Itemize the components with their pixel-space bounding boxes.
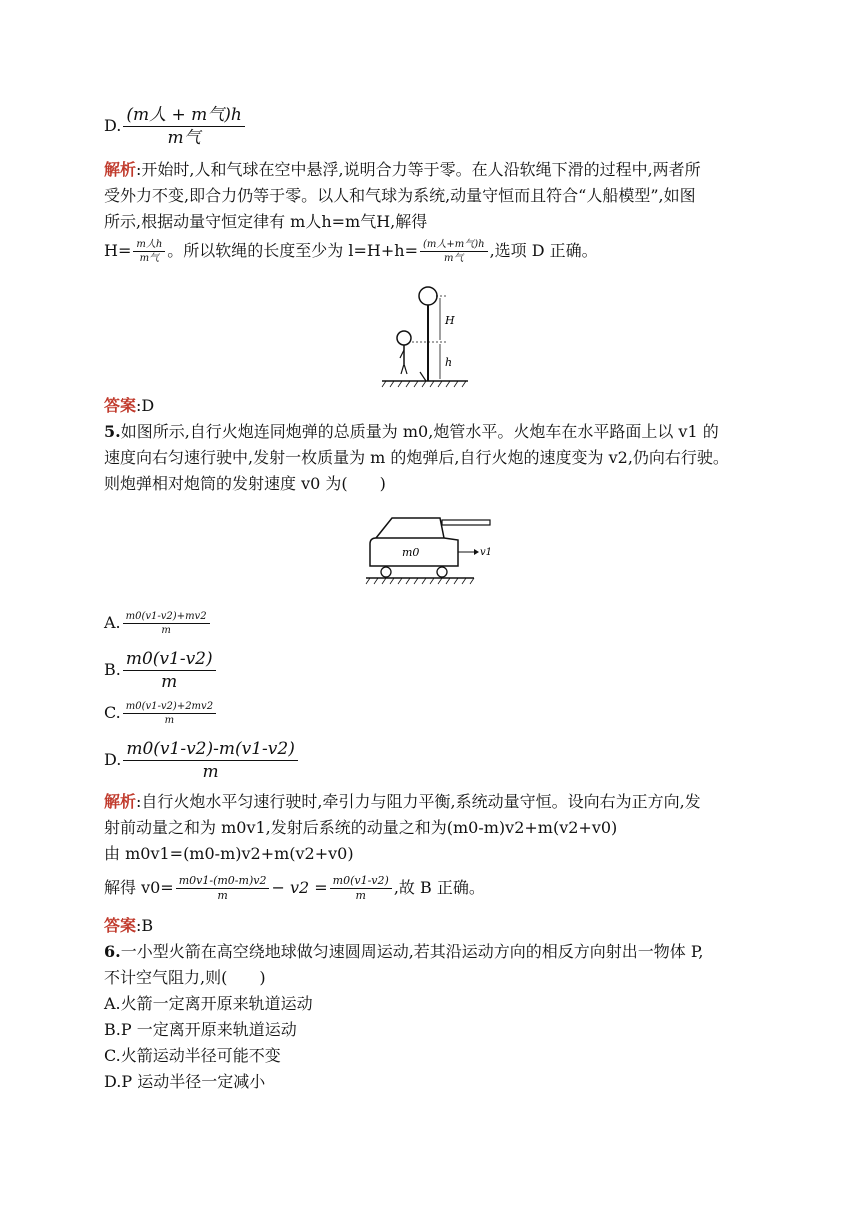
fraction-numerator: m0(v1-v2)-m(v1-v2) bbox=[123, 738, 298, 761]
option-label: C. bbox=[104, 703, 121, 722]
option-label: A. bbox=[104, 613, 121, 632]
balloon-person-figure bbox=[376, 286, 476, 392]
wheel bbox=[381, 567, 391, 577]
q5-stem-line-2: 速度向右匀速行驶中,发射一枚质量为 m 的炮弹后,自行火炮的速度变为 v2,仍向右行驶。 bbox=[104, 448, 729, 467]
q5-analysis-line-3: 由 m0v1=(m0-m)v2+m(v2+v0) bbox=[104, 844, 354, 863]
q5-option-d bbox=[104, 738, 300, 783]
fraction-denominator: m气 bbox=[139, 253, 160, 264]
q6-option-d: D.P 运动半径一定减小 bbox=[104, 1072, 266, 1091]
q5-answer bbox=[104, 914, 153, 938]
analysis-label: 解析 bbox=[104, 160, 137, 179]
fraction bbox=[420, 238, 488, 265]
option-label: D. bbox=[104, 750, 122, 769]
answer-label: 答案 bbox=[104, 916, 137, 935]
q5-option-a bbox=[104, 610, 212, 637]
question-number: 5. bbox=[104, 422, 121, 441]
arrow-head-icon bbox=[474, 549, 479, 555]
fraction-numerator: m0(v1-v2) bbox=[123, 648, 216, 671]
q5-analysis-line-2: 射前动量之和为 m0v1,发射后系统的动量之和为(m0-m)v2+m(v2+v0) bbox=[104, 818, 618, 837]
fraction bbox=[123, 648, 216, 693]
q5-option-c bbox=[104, 700, 218, 727]
option-label: B. bbox=[104, 660, 121, 679]
fraction-numerator: m0(v1-v2)+2mv2 bbox=[123, 700, 216, 714]
text-segment: ,故 B 正确。 bbox=[393, 878, 485, 897]
fraction-denominator: m bbox=[161, 625, 171, 636]
wheel bbox=[437, 567, 447, 577]
q6-stem-line-1 bbox=[104, 940, 704, 964]
q6-option-b: B.P 一定离开原来轨道运动 bbox=[104, 1020, 297, 1039]
q5-stem-line-1 bbox=[104, 420, 719, 444]
q6-option-a: A.火箭一定离开原来轨道运动 bbox=[104, 994, 313, 1013]
q4-analysis-line-1 bbox=[104, 158, 701, 182]
fraction-numerator: m0v1-(m0-m)v2 bbox=[176, 874, 270, 889]
q4-answer bbox=[104, 394, 154, 418]
q6-stem-line-2: 不计空气阻力,则( ) bbox=[104, 968, 266, 987]
person-leg bbox=[404, 364, 407, 374]
answer-label: 答案 bbox=[104, 396, 137, 415]
q5-stem-line-3: 则炮弹相对炮筒的发射速度 v0 为( ) bbox=[104, 474, 386, 493]
ground-hatch bbox=[366, 578, 474, 584]
fraction-denominator: m bbox=[202, 762, 219, 782]
analysis-text: :开始时,人和气球在空中悬浮,说明合力等于零。在人沿软绳下滑的过程中,两者所 bbox=[136, 160, 701, 179]
gun-barrel bbox=[442, 520, 490, 525]
artillery-figure bbox=[362, 500, 502, 590]
q4-analysis-line-3: 所示,根据动量守恒定律有 m人h=m气H,解得 bbox=[104, 212, 428, 231]
label-v1: v1 bbox=[480, 547, 493, 558]
answer-value: :D bbox=[136, 396, 155, 415]
ground-hatch bbox=[382, 381, 466, 387]
person-head bbox=[397, 331, 411, 345]
fraction-denominator: m bbox=[164, 715, 175, 726]
q6-option-c: C.火箭运动半径可能不变 bbox=[104, 1046, 281, 1065]
fraction bbox=[123, 738, 298, 783]
fraction-numerator: (m人+m气)h bbox=[420, 238, 488, 252]
fraction bbox=[123, 610, 210, 637]
fraction-denominator: m bbox=[355, 889, 366, 902]
q4-analysis-line-2: 受外力不变,即合力仍等于零。以人和气球为系统,动量守恒而且符合“人船模型”,如图 bbox=[104, 186, 696, 205]
label-m0: m0 bbox=[402, 546, 420, 559]
analysis-label: 解析 bbox=[104, 792, 137, 811]
q5-analysis-line-4 bbox=[104, 874, 485, 903]
balloon-shape bbox=[419, 287, 437, 305]
fraction-denominator: m气 bbox=[167, 128, 201, 148]
answer-value: :B bbox=[136, 916, 154, 935]
q5-analysis-line-1 bbox=[104, 790, 701, 814]
fraction bbox=[176, 874, 270, 903]
question-text: 一小型火箭在高空绕地球做匀速圆周运动,若其沿运动方向的相反方向射出一物体 P, bbox=[120, 942, 704, 961]
option-d-fraction bbox=[123, 104, 245, 149]
text-segment: ,选项 D 正确。 bbox=[489, 241, 598, 260]
question-number: 6. bbox=[104, 942, 121, 961]
label-h: h bbox=[445, 356, 453, 369]
fraction-numerator: m0(v1-v2) bbox=[330, 874, 392, 889]
analysis-text: :自行火炮水平匀速行驶时,牵引力与阻力平衡,系统动量守恒。设向右为正方向,发 bbox=[136, 792, 701, 811]
turret-shape bbox=[376, 518, 444, 538]
label-H: H bbox=[445, 314, 455, 327]
fraction-numerator: (m人 + m气)h bbox=[123, 104, 245, 127]
q4-analysis-line-4 bbox=[104, 238, 598, 265]
question-text: 如图所示,自行火炮连同炮弹的总质量为 m0,炮管水平。火炮车在水平路面上以 v1 的 bbox=[120, 422, 719, 441]
fraction-denominator: m bbox=[161, 672, 178, 692]
q5-option-b bbox=[104, 648, 218, 693]
fraction-numerator: m0(v1-v2)+mv2 bbox=[123, 610, 210, 624]
text-segment: 。所以软绳的长度至少为 l=H+h= bbox=[167, 241, 418, 260]
fraction-numerator: m人h bbox=[133, 238, 165, 252]
text-segment: 解得 v0= bbox=[104, 878, 174, 897]
fraction bbox=[330, 874, 392, 903]
small-figure bbox=[420, 372, 426, 381]
option-label: D. bbox=[104, 116, 122, 135]
q4-option-d bbox=[104, 104, 247, 149]
fraction-denominator: m气 bbox=[444, 253, 464, 264]
fraction bbox=[123, 700, 216, 727]
text-segment: H= bbox=[104, 241, 132, 260]
fraction-denominator: m bbox=[217, 889, 228, 902]
person-leg bbox=[401, 364, 404, 374]
text-segment: − v2 = bbox=[271, 878, 328, 897]
fraction bbox=[133, 238, 165, 265]
